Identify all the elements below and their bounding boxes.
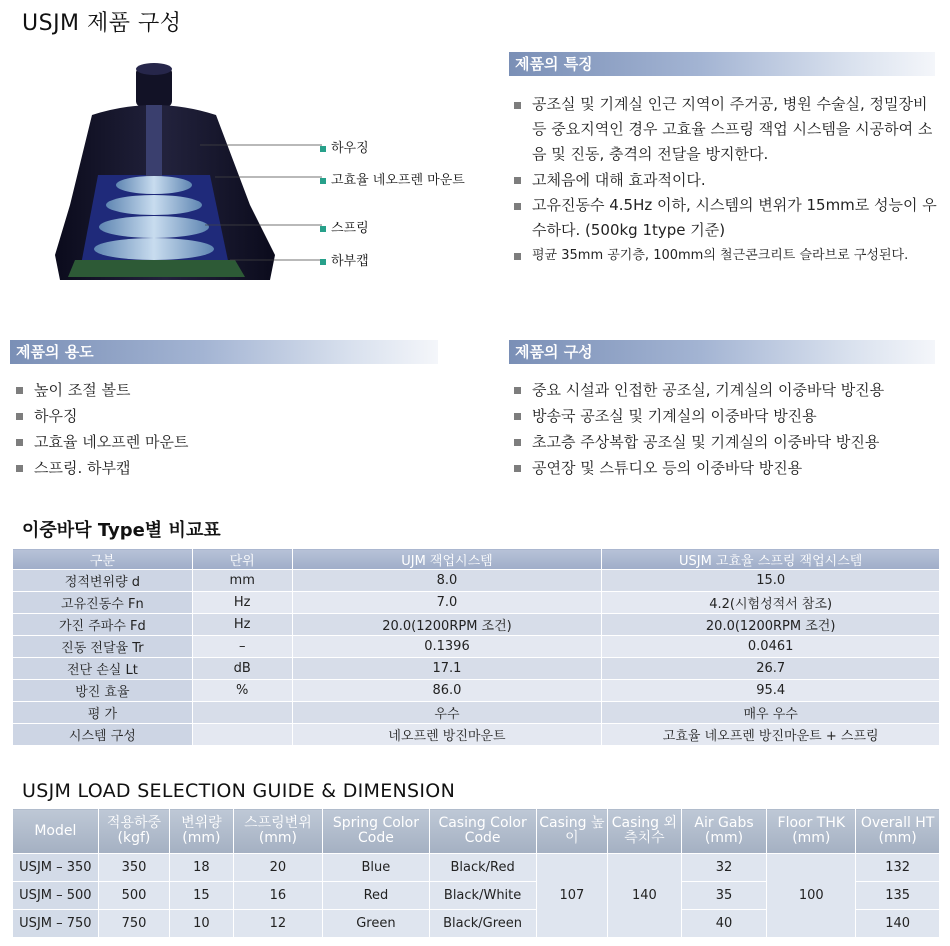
column-header: 구분 [13, 549, 193, 570]
bullet-icon [16, 465, 23, 472]
column-header: Spring Color Code [323, 809, 429, 854]
list-item: 공연장 및 스튜디오 등의 이중바닥 방진용 [512, 455, 942, 481]
list-item: 공조실 및 기계실 인근 지역이 주거공, 병원 수술실, 정밀장비 등 중요지역인 경우 고효율 스프링 잭업 시스템을 시공하여 소음 및 진동, 충격의 전달을 방지한다. [512, 92, 937, 167]
displacement-cell: 10 [170, 910, 233, 938]
model-cell: USJM – 350 [13, 854, 99, 882]
marker-icon [320, 178, 326, 184]
table-cell: 매우 우수 [602, 702, 940, 724]
table-row [13, 854, 940, 882]
table-row [13, 636, 940, 658]
table-cell: 4.2(시험성적서 참조) [602, 592, 940, 614]
table-cell: 네오프렌 방진마운트 [292, 724, 602, 746]
row-label-cell: 시스템 구성 [13, 724, 193, 746]
table-cell [192, 724, 292, 746]
row-label-cell: 가진 주파수 Fd [13, 614, 193, 636]
column-header: Casing 외측치수 [608, 809, 682, 854]
table-cell: 0.1396 [292, 636, 602, 658]
table-cell: 8.0 [292, 570, 602, 592]
list-item: 고체음에 대해 효과적이다. [512, 167, 937, 193]
table-cell: 17.1 [292, 658, 602, 680]
table-header-row [13, 549, 940, 570]
callout-spring: 스프링 [320, 217, 369, 236]
table-row [13, 680, 940, 702]
bullet-icon [514, 387, 521, 394]
casing-color-cell: Black/White [429, 882, 536, 910]
features-list [512, 92, 937, 269]
row-label-cell: 진동 전달율 Tr [13, 636, 193, 658]
list-item: 초고층 주상복합 공조실 및 기계실의 이중바닥 방진용 [512, 429, 942, 455]
air-gap-cell: 40 [681, 910, 767, 938]
table-row [13, 592, 940, 614]
composition-list [512, 377, 942, 481]
column-header: USJM 고효율 스프링 잭업시스템 [602, 549, 940, 570]
comparison-table [12, 548, 940, 746]
list-item: 높이 조절 볼트 [14, 377, 434, 403]
table-cell: Hz [192, 614, 292, 636]
marker-icon [320, 146, 326, 152]
base-cap-shape [68, 260, 245, 277]
spring-color-cell: Red [323, 882, 429, 910]
table-cell: 86.0 [292, 680, 602, 702]
bullet-icon [514, 177, 521, 184]
load-cell: 500 [98, 882, 169, 910]
table-row [13, 724, 940, 746]
features-heading: 제품의 특징 [509, 52, 935, 76]
column-header: 변위량 (mm) [170, 809, 233, 854]
column-header: Overall HT (mm) [856, 809, 940, 854]
callout-mount: 고효율 네오프렌 마운트 [320, 169, 465, 188]
list-item: 스프링. 하부캡 [14, 455, 434, 481]
list-item: 중요 시설과 인접한 공조실, 기계실의 이중바닥 방진용 [512, 377, 942, 403]
row-label-cell: 평 가 [13, 702, 193, 724]
bullet-icon [16, 413, 23, 420]
bullet-icon [514, 413, 521, 420]
row-label-cell: 고유진동수 Fn [13, 592, 193, 614]
bullet-icon [16, 439, 23, 446]
load-cell: 750 [98, 910, 169, 938]
table-cell [192, 702, 292, 724]
spring-coil-1 [116, 176, 192, 194]
table-row [13, 658, 940, 680]
displacement-cell: 18 [170, 854, 233, 882]
list-item: 고유진동수 4.5Hz 이하, 시스템의 변위가 15mm로 성능이 우수하다. (500kg 1type 기준) [512, 193, 937, 243]
list-item: 평균 35mm 공기층, 100mm의 철근콘크리트 슬라브로 구성된다. [512, 243, 937, 269]
bullet-icon [514, 102, 521, 109]
load-guide-table [12, 808, 940, 938]
shaft [146, 105, 162, 180]
row-label-cell: 정적변위량 d [13, 570, 193, 592]
usage-list [14, 377, 434, 481]
spring-color-cell: Green [323, 910, 429, 938]
table-cell: Hz [192, 592, 292, 614]
column-header: Casing Color Code [429, 809, 536, 854]
air-gap-cell: 32 [681, 854, 767, 882]
product-illustration [40, 55, 340, 305]
column-header: UJM 잭업시스템 [292, 549, 602, 570]
load-cell: 350 [98, 854, 169, 882]
spring-coil-3 [99, 216, 209, 238]
table-cell: 20.0(1200RPM 조건) [292, 614, 602, 636]
column-header: 적용하중 (kgf) [98, 809, 169, 854]
list-item: 고효율 네오프렌 마운트 [14, 429, 434, 455]
casing-color-cell: Black/Red [429, 854, 536, 882]
bullet-icon [514, 203, 521, 210]
table-cell: 26.7 [602, 658, 940, 680]
column-header: Air Gabs (mm) [681, 809, 767, 854]
model-cell: USJM – 500 [13, 882, 99, 910]
table-cell: 95.4 [602, 680, 940, 702]
air-gap-cell: 35 [681, 882, 767, 910]
row-label-cell: 전단 손실 Lt [13, 658, 193, 680]
comparison-title: 이중바닥 Type별 비교표 [22, 520, 221, 541]
list-item: 방송국 공조실 및 기계실의 이중바닥 방진용 [512, 403, 942, 429]
usage-heading: 제품의 용도 [10, 340, 438, 364]
casing-outer-cell: 140 [608, 854, 682, 938]
load-guide-title: USJM LOAD SELECTION GUIDE & DIMENSION [22, 780, 456, 802]
table-cell: 20.0(1200RPM 조건) [602, 614, 940, 636]
table-cell: 7.0 [292, 592, 602, 614]
bullet-icon [514, 253, 521, 260]
displacement-cell: 15 [170, 882, 233, 910]
column-header: 스프링변위 (mm) [233, 809, 323, 854]
table-row [13, 614, 940, 636]
table-cell: – [192, 636, 292, 658]
table-row [13, 702, 940, 724]
column-header: 단위 [192, 549, 292, 570]
spring-displacement-cell: 12 [233, 910, 323, 938]
spring-coil-4 [94, 238, 214, 260]
table-cell: 우수 [292, 702, 602, 724]
table-cell: mm [192, 570, 292, 592]
column-header: Model [13, 809, 99, 854]
casing-color-cell: Black/Green [429, 910, 536, 938]
table-header-row [13, 809, 940, 854]
composition-heading: 제품의 구성 [509, 340, 935, 364]
marker-icon [320, 226, 326, 232]
bullet-icon [514, 465, 521, 472]
column-header: Casing 높이 [536, 809, 607, 854]
overall-height-cell: 135 [856, 882, 940, 910]
list-item: 하우징 [14, 403, 434, 429]
spring-displacement-cell: 20 [233, 854, 323, 882]
overall-height-cell: 132 [856, 854, 940, 882]
column-header: Floor THK (mm) [767, 809, 856, 854]
bullet-icon [16, 387, 23, 394]
callout-housing: 하우징 [320, 137, 369, 156]
table-cell: dB [192, 658, 292, 680]
marker-icon [320, 259, 326, 265]
page-title: USJM 제품 구성 [22, 11, 182, 36]
table-cell: 15.0 [602, 570, 940, 592]
bullet-icon [514, 439, 521, 446]
spring-displacement-cell: 16 [233, 882, 323, 910]
table-cell: 고효율 네오프렌 방진마운트 + 스프링 [602, 724, 940, 746]
floor-thk-cell: 100 [767, 854, 856, 938]
casing-height-cell: 107 [536, 854, 607, 938]
table-cell: % [192, 680, 292, 702]
table-cell: 0.0461 [602, 636, 940, 658]
model-cell: USJM – 750 [13, 910, 99, 938]
row-label-cell: 방진 효율 [13, 680, 193, 702]
spring-coil-2 [106, 195, 202, 215]
table-row [13, 570, 940, 592]
spring-color-cell: Blue [323, 854, 429, 882]
callout-base-cap: 하부캡 [320, 250, 369, 269]
overall-height-cell: 140 [856, 910, 940, 938]
